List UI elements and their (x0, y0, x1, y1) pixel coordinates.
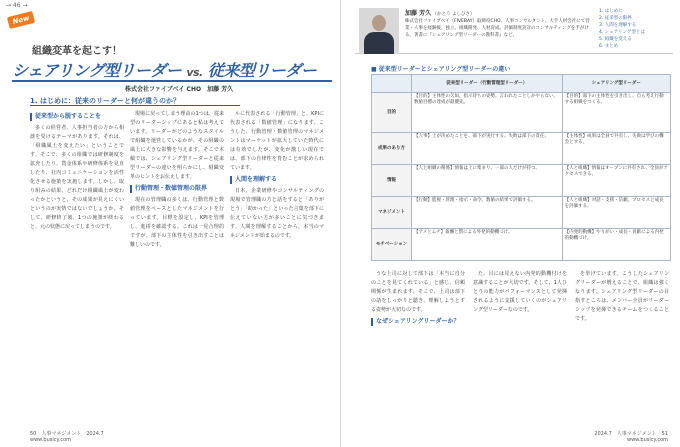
old-cell: 【目的】主体性の欠如、指示待ちの姿勢。言われたことしかやらない。数値目標の達成が最優先。 (412, 93, 563, 133)
row-label: 目的 (372, 93, 412, 133)
section-heading: 1. はじめに：従来のリーダーと何が違うのか？ (30, 96, 240, 106)
page-marker: → 46 → (6, 2, 28, 9)
toc-item[interactable]: 6. まとめ (599, 44, 619, 49)
right-column-3 (575, 270, 669, 428)
table-header-cell: 従来型リーダー（行動管理型リーダー） (412, 75, 563, 93)
toc-item[interactable]: 2. 従来型の限界 (599, 16, 632, 21)
row-label: 成果のあり方 (372, 133, 412, 165)
right-column-1-heading: なぜシェアリングリーダーか？ (371, 318, 465, 326)
photo-head-shape (372, 15, 386, 31)
right-page (340, 0, 680, 447)
column-3-heading: 人間を理解する (230, 176, 324, 184)
row-label: 情報 (372, 165, 412, 197)
profile-text-block (405, 10, 595, 39)
old-cell: 【アメとムチ】報酬と罰による外発的動機づけ。 (412, 229, 563, 261)
footer-right-text: 2024.7 人事マネジメント 51 (594, 431, 668, 437)
table-header-cell (372, 75, 412, 93)
toc-item[interactable]: 3. 人間を理解する (599, 23, 637, 28)
table-of-contents (599, 8, 675, 50)
table-row (372, 229, 671, 261)
new-badge: New (7, 11, 35, 29)
row-label: マネジメント (372, 197, 412, 229)
comparison-table (371, 74, 671, 261)
toc-item[interactable]: 1. はじめに (599, 9, 623, 14)
photo-body-shape (364, 32, 394, 54)
right-column-3-text: を挙げています。こうしたシェアリングリーダーが増えることで、組織は強くなります。シェアリング型リーダーの目指すところは、メンバー全員がリーダーシップを発揮できるチームをつくることです。 (575, 271, 669, 322)
column-2-heading: 行動管理・数値管理の限界 (130, 185, 224, 193)
footer-left (30, 430, 104, 443)
title-part-b: 従来型リーダー (207, 61, 317, 80)
right-column-1 (371, 270, 465, 428)
column-1-text: 多くの経営者、人事担当者の方から相談を受けるテーマがあります。それは、「組織風土を変えたい」ということです。そこで、多くの組織では研修制度を拡充したり、賞金体系や研修体系を見直したり、社内コミュニケーションを活性化させる施策を実施します。しかし、取り組みの結果、どれだけ組織風土が変わったかというと、その成果が見えにくいというのが実情ではないでしょうか。そして、研修終了後、1つの施策が終わると、元の状態に戻ってしまうのです。 (30, 125, 124, 230)
profile-kana: （かとう よしひさ） (432, 12, 475, 17)
column-2-text-b: 現在の管理職の多くは、行動管理と数値管理をベースとしたマネジメントを行っています。目標を設定し、KPIを管理し、進捗を確認する。これは一見合理的ですが、部下の主体性を引き出すことは難しいのです。 (130, 197, 224, 248)
footer-left-url[interactable]: www.busicy.com (30, 437, 71, 443)
old-cell: 【人と組織の関係】情報は上に集まり、一部の人だけが持つ。 (412, 165, 563, 197)
table-row (372, 197, 671, 229)
right-column-2 (473, 270, 567, 428)
right-column-1-text: うな上司に対して部下は「本当に自分のことを見てくれている」と感じ、信頼関係が生まれます。そこで、上司は部下の話をしっかりと聴き、理解しようとする姿勢が大切なのです。 (371, 271, 465, 313)
column-3-text: ルに代表される「行動管理」と、KPIに代表される「数値管理」になります。こうした、行動管理・数値管理のマネジメントはマーケットが拡大していた時代には有効でしたが、変化が激しい現在では、部下の自律性を育むことが求められています。 (230, 111, 324, 171)
footer-right (594, 430, 668, 443)
article-title (12, 58, 332, 82)
column-1 (30, 110, 124, 426)
profile-name: 加藤 芳久 (405, 10, 432, 17)
row-label: モチベーション (372, 229, 412, 261)
author-line: 株式会社ファイブベイ CHO 加藤 芳久 (125, 86, 234, 93)
column-2 (130, 110, 224, 426)
table-row (372, 165, 671, 197)
title-part-a: シェアリング型リーダー (12, 61, 182, 80)
profile-bio: 株式会社ファイブベイ（FIVEBAY）取締役CHO。人事コンサルタント。大手人材会社にて営業・人事を経験後、独立。組織開発、人材育成、評価制度設計のコンサルティングを手がける。著書に『シェアリング型リーダーの教科書』など。 (405, 19, 590, 38)
toc-item[interactable]: 4. シェアリング型とは (599, 30, 645, 35)
table-row (372, 133, 671, 165)
footer-left-text: 50 人事マネジメント 2024.7 (30, 431, 104, 437)
toc-item[interactable]: 5. 組織を変える (599, 37, 632, 42)
title-vs: vs. (186, 66, 203, 79)
column-2-text: 現場に戻ってしまう理由の1つは、従来型のリーダーシップにあると私は考えています。リーダーがどのようなスタイルで組織を運営しているかが、その組織の風土に大きな影響を与えます。そこで本稿では、シェアリング型リーダーと従来型リーダーの違いを明らかにし、組織変革のヒントをお伝えします。 (130, 111, 224, 180)
author-profile (355, 8, 673, 54)
figure-title: ■ 従来型リーダーとシェアリング型リーダーの違い (371, 66, 511, 73)
table-row (372, 93, 671, 133)
new-cell: 【目的】部下の主体性を引き出し、自ら考え行動する組織をつくる。 (562, 93, 670, 133)
right-column-2-text: た。目には見えない内発的動機付けを意識することが大切です。そして、1人ひとりの能力がパフォーマンスとして発揮されるように支援していくのがシェアリング型リーダーなのです。 (473, 271, 567, 313)
new-cell: 【主体性】成果は全員で共有し、失敗は学びの機会とする。 (562, 133, 670, 165)
new-cell: 【内発的動機】やりがい・成長・貢献による内発的動機づけ。 (562, 229, 670, 261)
article-subtitle: 組織変革を起こす！ (32, 46, 122, 57)
column-3-text-b: 日本、企業研修やコンサルティングの現場で管理職の方と話をすると「ありがとう」「助かった」といった言葉を部下に伝えていない方が多いことに気づきます。人間を理解することから、本当のマネジメントが始まるのです。 (230, 188, 324, 239)
column-1-heading: 従来型から脱することを (30, 113, 124, 121)
old-cell: 【人事】上が決めたことを、部下が実行する。失敗は部下の責任。 (412, 133, 563, 165)
table-header-row (372, 75, 671, 93)
old-cell: 【行動】監視・管理・指示・命令。数値の結果で評価する。 (412, 197, 563, 229)
new-cell: 【人と組織】情報はオープンに共有され、全員がアクセスできる。 (562, 165, 670, 197)
column-3 (230, 110, 324, 426)
new-cell: 【人と組織】対話・支援・信頼。プロセスと成長を評価する。 (562, 197, 670, 229)
table-header-cell: シェアリング型リーダー (562, 75, 670, 93)
footer-right-url[interactable]: www.busicy.com (627, 437, 668, 443)
author-photo (359, 8, 399, 54)
